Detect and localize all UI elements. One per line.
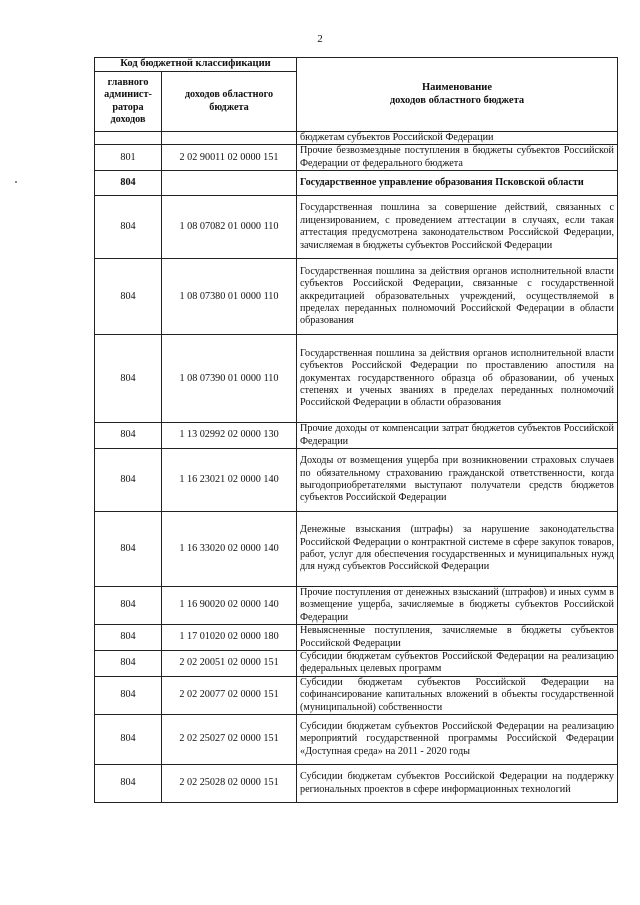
table-row [95,171,618,196]
cell-revenue-code: 2 02 20077 02 0000 151 [162,676,297,714]
cell-revenue-name: Субсидии бюджетам субъектов Российской Федерации на реализацию федеральных целевых программ [297,651,618,677]
cell-revenue-name: Субсидии бюджетам субъектов Российской Федерации на софинансирование капитальных вложений в объекты государственной (муниципальной) собственности [297,676,618,714]
header-admin-line: доходов [110,113,146,125]
table-row [95,765,618,803]
table-row [95,625,618,651]
table-row [95,423,618,449]
header-revenue-code [162,72,297,132]
cell-admin-code: 804 [95,651,162,677]
header-name-line-1: Наименование [422,82,492,94]
table-row [95,145,618,171]
table-row [95,676,618,714]
table-row [95,449,618,512]
cell-admin-code [95,132,162,145]
header-admin-line: главного [107,76,149,88]
cell-revenue-code [162,171,297,196]
cell-revenue-code: 2 02 25027 02 0000 151 [162,715,297,765]
page-number: 2 [317,33,323,45]
cell-revenue-name: Государственное управление образования Псковской области [297,171,618,196]
table-row [95,715,618,765]
cell-revenue-code: 1 17 01020 02 0000 180 [162,625,297,651]
table-row [95,132,618,145]
cell-admin-code: 804 [95,171,162,196]
cell-revenue-code: 1 08 07380 01 0000 110 [162,259,297,335]
header-code-line: доходов областного [184,89,274,101]
cell-admin-code: 804 [95,423,162,449]
cell-revenue-name: Прочие безвозмездные поступления в бюджеты субъектов Российской Федерации от федерального бюджета [297,145,618,171]
header-code-line: бюджета [209,101,249,113]
cell-revenue-name: Субсидии бюджетам субъектов Российской Федерации на реализацию мероприятий государственной программы Российской Федерации «Доступная среда» на 2011 - 2020 годы [297,715,618,765]
cell-admin-code: 804 [95,196,162,259]
cell-admin-code: 804 [95,765,162,803]
cell-revenue-name: Прочие доходы от компенсации затрат бюджетов субъектов Российской Федерации [297,423,618,449]
table-row [95,587,618,625]
table-row [95,512,618,587]
cell-revenue-code: 1 13 02992 02 0000 130 [162,423,297,449]
cell-admin-code: 804 [95,676,162,714]
cell-admin-code: 804 [95,512,162,587]
cell-admin-code: 804 [95,335,162,423]
cell-admin-code: 801 [95,145,162,171]
header-classification-code: Код бюджетной классификации [95,58,297,72]
table-row [95,196,618,259]
table-body [95,132,618,803]
cell-revenue-name: Денежные взыскания (штрафы) за нарушение законодательства Российской Федерации о контрактной системе в сфере закупок товаров, работ, услуг для обеспечения государственных и муниципальных нужд для нужд субъектов Российской Федерации [297,512,618,587]
table-row [95,651,618,677]
cell-revenue-code: 1 08 07082 01 0000 110 [162,196,297,259]
cell-admin-code: 804 [95,449,162,512]
table-row [95,259,618,335]
cell-admin-code: 804 [95,625,162,651]
header-admin-line: ратора [112,101,144,113]
cell-admin-code: 804 [95,715,162,765]
table-header-group-row [95,58,618,72]
budget-classification-table [94,57,618,803]
cell-revenue-name: Доходы от возмещения ущерба при возникновении страховых случаев по обязательному страхованию гражданской ответственности, когда выгодоприобретателями выступают получатели средств бюджетов субъектов Российской Федерации [297,449,618,512]
table-row [95,335,618,423]
header-name-line-2: доходов областного бюджета [389,94,525,106]
cell-admin-code: 804 [95,259,162,335]
cell-revenue-code: 2 02 25028 02 0000 151 [162,765,297,803]
cell-revenue-name: Прочие поступления от денежных взысканий (штрафов) и иных сумм в возмещение ущерба, зачисляемые в бюджеты субъектов Российской Федерации [297,587,618,625]
cell-revenue-name: бюджетам субъектов Российской Федерации [297,132,618,145]
cell-revenue-name: Субсидии бюджетам субъектов Российской Федерации на поддержку региональных проектов в сфере информационных технологий [297,765,618,803]
cell-revenue-code: 2 02 20051 02 0000 151 [162,651,297,677]
cell-revenue-code: 1 16 23021 02 0000 140 [162,449,297,512]
cell-revenue-name: Государственная пошлина за действия органов исполнительной власти субъектов Российской Федерации, связанные с государственной аккредитацией образовательных учреждений, осуществляемой в пределах переданных полномочий Российской Федерации в области образования [297,259,618,335]
cell-revenue-name: Государственная пошлина за совершение действий, связанных с лицензированием, с проведением аттестации в случаях, если такая аттестация предусмотрена законодательством Российской Федерации, зачисляемая в бюджеты субъектов Российской Федерации [297,196,618,259]
header-admin [95,72,162,132]
cell-revenue-code: 1 08 07390 01 0000 110 [162,335,297,423]
cell-revenue-code: 1 16 90020 02 0000 140 [162,587,297,625]
cell-revenue-code: 1 16 33020 02 0000 140 [162,512,297,587]
scan-speck [15,181,17,183]
cell-admin-code: 804 [95,587,162,625]
header-admin-line: админист- [104,89,152,101]
cell-revenue-code [162,132,297,145]
cell-revenue-name: Государственная пошлина за действия органов исполнительной власти субъектов Российской Федерации по проставлению апостиля на документах государственного образца об образовании, об ученых степенях и ученых званиях в пределах переданных полномочий Российской Федерации в области образования [297,335,618,423]
cell-revenue-code: 2 02 90011 02 0000 151 [162,145,297,171]
cell-revenue-name: Невыясненные поступления, зачисляемые в бюджеты субъектов Российской Федерации [297,625,618,651]
header-name [297,58,618,132]
